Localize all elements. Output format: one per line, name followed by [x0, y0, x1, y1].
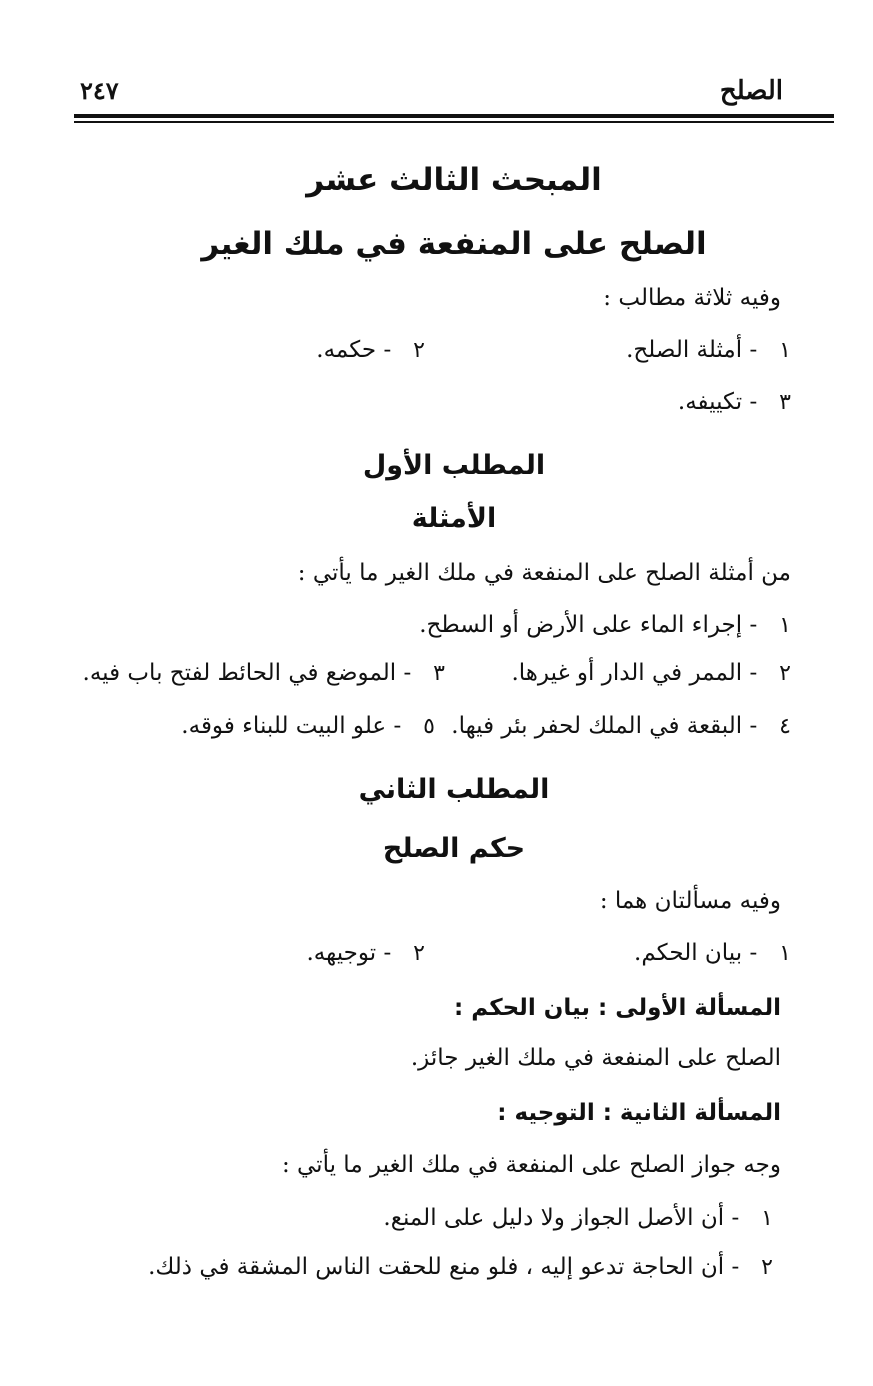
page-number: ٢٤٧ [80, 76, 119, 105]
item-number: ٢ [413, 338, 425, 363]
item-text: - أن الحاجة تدعو إليه ، فلو منع للحقت الناس المشقة في ذلك. [148, 1254, 740, 1280]
part1-subtitle: الأمثلة [411, 503, 497, 534]
item-number: ٢ [761, 1255, 773, 1280]
part2-title: المطلب الثاني [358, 774, 550, 805]
section-subtitle: الصلح على المنفعة في ملك الغير [201, 226, 707, 262]
part1-title: المطلب الأول [362, 450, 546, 481]
issue1-text: الصلح على المنفعة في ملك الغير جائز. [410, 1045, 781, 1071]
part1-item-3 [83, 660, 445, 686]
part1-item-1 [419, 612, 791, 638]
issue2-heading: المسألة الثانية : التوجيه : [497, 1100, 781, 1126]
item-number: ١ [779, 613, 791, 638]
item-text: - توجيهه. [306, 940, 392, 966]
item-text: - علو البيت للبناء فوقه. [181, 713, 402, 739]
part1-item-4 [451, 713, 791, 739]
part2-item-2 [306, 940, 425, 966]
part2-subtitle: حكم الصلح [382, 833, 526, 864]
issue2-lead: وجه جواز الصلح على المنفعة في ملك الغير ما يأتي : [281, 1152, 781, 1178]
item-number: ٥ [423, 714, 435, 739]
section-title: المبحث الثالث عشر [306, 162, 602, 198]
item-number: ٢ [779, 661, 791, 686]
item-text: - أن الأصل الجواز ولا دليل على المنع. [383, 1205, 740, 1231]
issue1-heading: المسألة الأولى : بيان الحكم : [453, 995, 781, 1021]
header-rule-thin [74, 121, 834, 123]
intro-item-1 [626, 337, 791, 363]
item-number: ٣ [433, 661, 445, 686]
intro-lead: وفيه ثلاثة مطالب : [603, 285, 781, 311]
item-text: - حكمه. [316, 337, 392, 363]
part1-item-5 [181, 713, 435, 739]
part1-lead: من أمثلة الصلح على المنفعة في ملك الغير ما يأتي : [297, 560, 791, 586]
header-rule-thick [74, 114, 834, 118]
intro-item-3 [678, 389, 791, 415]
item-text: - الممر في الدار أو غيرها. [511, 660, 758, 686]
issue2-item-2 [148, 1254, 773, 1280]
item-text: - البقعة في الملك لحفر بئر فيها. [451, 713, 758, 739]
item-number: ١ [779, 338, 791, 363]
item-number: ١ [761, 1206, 773, 1231]
item-number: ٣ [779, 390, 791, 415]
item-number: ١ [779, 941, 791, 966]
item-text: - بيان الحكم. [634, 940, 758, 966]
part2-lead: وفيه مسألتان هما : [599, 888, 781, 914]
item-number: ٤ [779, 714, 791, 739]
intro-item-2 [316, 337, 425, 363]
item-text: - تكييفه. [677, 389, 758, 415]
issue2-item-1 [383, 1205, 773, 1231]
part2-item-1 [634, 940, 791, 966]
part1-item-2 [511, 660, 791, 686]
item-text: - أمثلة الصلح. [626, 337, 758, 363]
item-text: - الموضع في الحائط لفتح باب فيه. [82, 660, 412, 686]
running-header-title: الصلح [719, 76, 783, 106]
item-number: ٢ [413, 941, 425, 966]
item-text: - إجراء الماء على الأرض أو السطح. [419, 612, 758, 638]
